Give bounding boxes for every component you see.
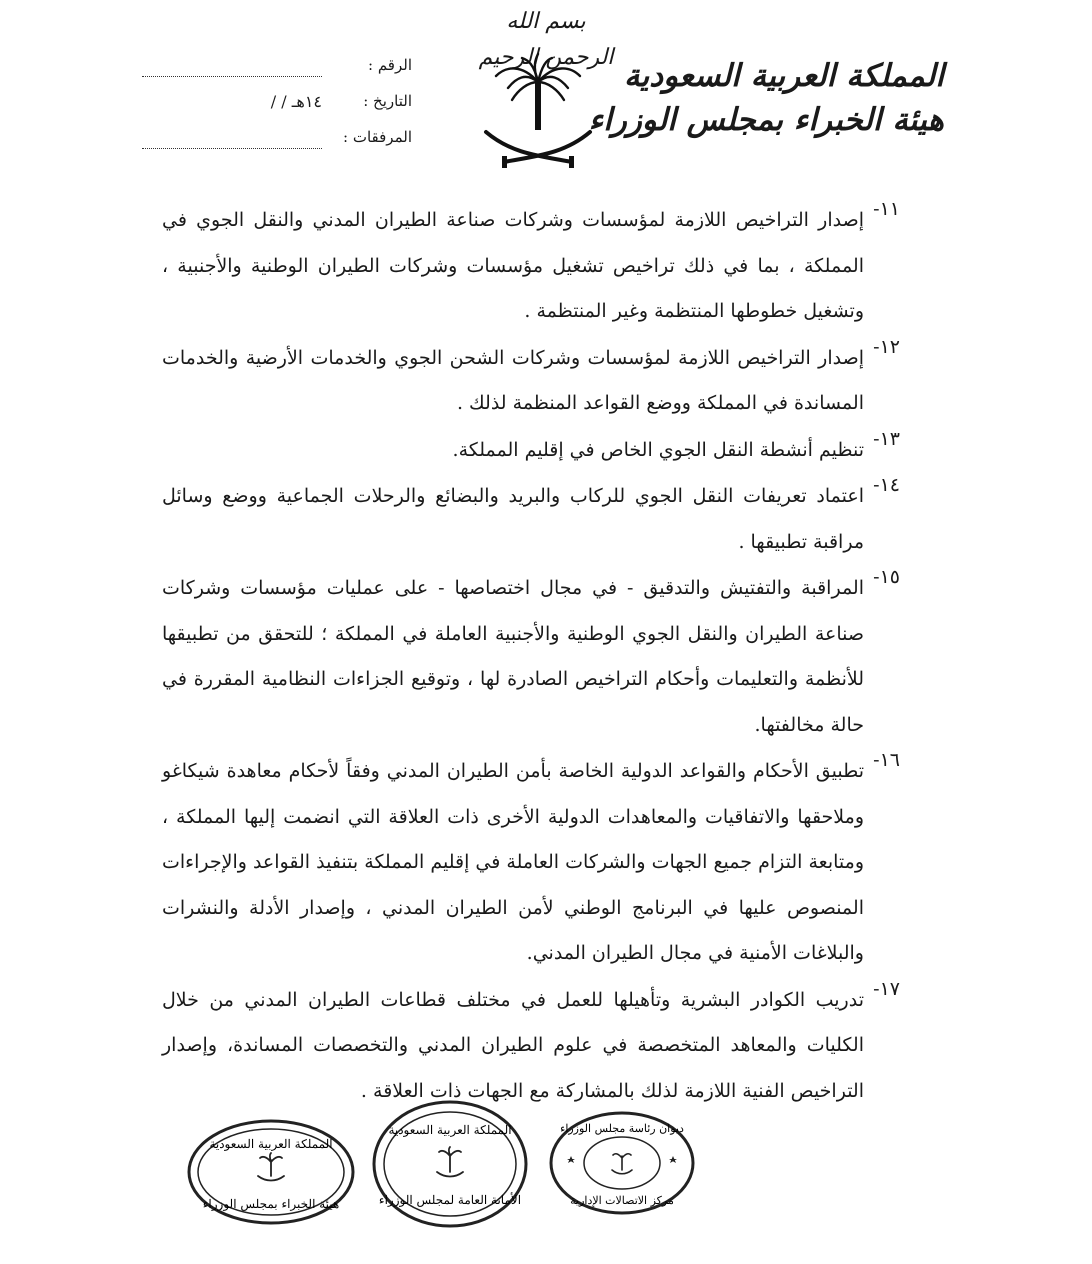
org-country: المملكة العربية السعودية [624, 58, 944, 94]
clause-number: ١٦- [873, 749, 900, 771]
clause-number: ١٧- [873, 977, 900, 1000]
basmala: بسم الله الرحمن الرحيم [478, 9, 614, 70]
date-label: التاريخ : [363, 92, 412, 110]
seal-text: مركز الاتصالات الإدارية [570, 1194, 674, 1207]
clause-text: تطبيق الأحكام والقواعد الدولية الخاصة بأمن الطيران المدني وفقاً لأحكام معاهدة شيكاغو وملاحقها والاتفاقيات والمعاهدات الدولية الأخرى ذات العلاقة التي انضمت إليها المملكة ، ومتابعة التزام جميع الجهات والشركات العاملة في إقليم المملكة بتنفيذ القواعد والإجراءات المنصوص عليها في البرنامج الوطني لأمن الطيران المدني ، وإصدار الأدلة والنشرات والبلاغات الأمنية في مجال الطيران المدني. [162, 760, 864, 964]
clause-16 [162, 749, 900, 977]
clause-text: اعتماد تعريفات النقل الجوي للركاب والبريد والبضائع والرحلات الجماعية ووضع وسائل مراقبة تطبيقها . [162, 485, 864, 553]
seal-text: ديوان رئاسة مجلس الوزراء [560, 1122, 684, 1135]
attachments-label: المرفقات : [343, 128, 412, 146]
reference-field [142, 56, 412, 80]
document-body [162, 198, 900, 1114]
clause-number: ١٣- [873, 427, 900, 450]
seal-text: المملكة العربية السعودية [388, 1123, 512, 1137]
reference-line [142, 76, 322, 77]
clause-13 [162, 428, 900, 474]
date-value: / / ١٤هـ [270, 92, 322, 111]
palm-and-swords-emblem-icon [482, 52, 594, 176]
org-authority: هيئة الخبراء بمجلس الوزراء [588, 102, 944, 138]
date-field [142, 92, 412, 116]
attachments-line [142, 148, 322, 149]
organization-name [588, 54, 944, 142]
clause-number: ١٢- [873, 335, 900, 358]
clause-text: إصدار التراخيص اللازمة لمؤسسات وشركات صناعة الطيران المدني والنقل الجوي في المملكة ، بما في ذلك تراخيص تشغيل مؤسسات وشركات الطيران الوطنية والأجنبية ، وتشغيل خطوطها المنتظمة وغير المنتظمة . [162, 209, 864, 322]
clause-text: تدريب الكوادر البشرية وتأهيلها للعمل في مختلف قطاعات الطيران المدني من خلال الكليات والمعاهد المتخصصة في علوم الطيران المدني والتخصصات المساندة، وإصدار التراخيص الفنية اللازمة لذلك بالمشاركة مع الجهات ذات العلاقة . [162, 988, 864, 1102]
clause-number: ١٥- [873, 566, 900, 588]
clause-15 [162, 566, 900, 748]
clause-12 [162, 336, 900, 427]
seal-text: المملكة العربية السعودية [209, 1137, 333, 1151]
seal-text: هيئة الخبراء بمجلس الوزراء [202, 1197, 340, 1211]
reference-label: الرقم : [368, 56, 412, 74]
clause-text: إصدار التراخيص اللازمة لمؤسسات وشركات الشحن الجوي والخدمات الأرضية والخدمات المساندة في المملكة ووضع القواعد المنظمة لذلك . [162, 346, 864, 414]
attachments-field [142, 128, 412, 152]
clause-number: ١٤- [873, 474, 900, 496]
clause-number: ١١- [873, 198, 900, 220]
clause-14 [162, 474, 900, 565]
clause-text: تنظيم أنشطة النقل الجوي الخاص في إقليم المملكة. [452, 438, 864, 461]
seal-text: الأمانة العامة لمجلس الوزراء [378, 1193, 522, 1207]
seal-cabinet-diwan [548, 1110, 696, 1216]
clause-text: المراقبة والتفتيش والتدقيق - في مجال اختصاصها - على عمليات مؤسسات وشركات صناعة الطيران والنقل الجوي الوطنية والأجنبية العاملة في المملكة ؛ للتحقق من تطبيقها للأنظمة والتعليمات وأحكام التراخيص الصادرة لها ، وتوقيع الجزاءات النظامية المقررة في حالة مخالفتها. [162, 577, 864, 736]
clause-17 [162, 978, 900, 1115]
seal-general-secretariat [370, 1098, 530, 1230]
clause-11 [162, 198, 900, 335]
seal-experts-commission [186, 1118, 356, 1226]
